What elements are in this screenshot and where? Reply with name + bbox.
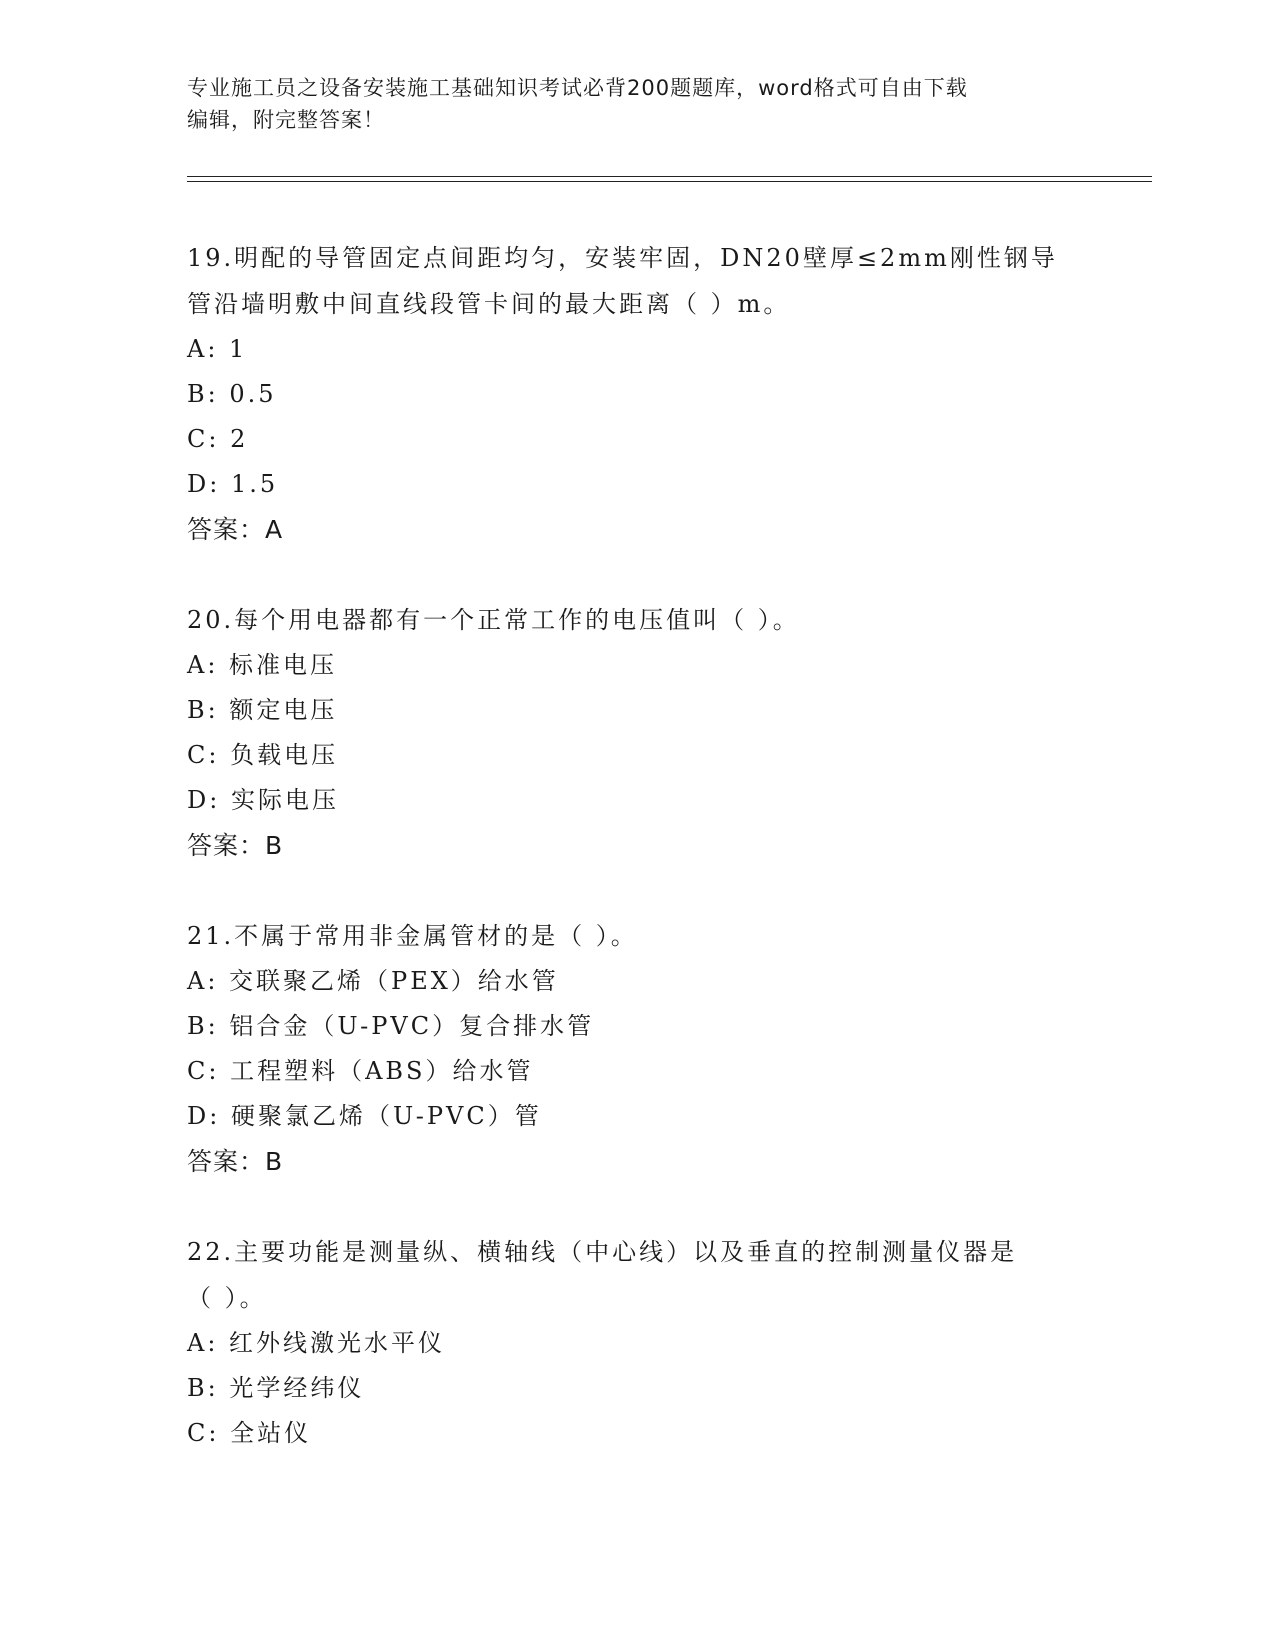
document-header: [187, 72, 1087, 136]
question-list: [187, 235, 1087, 1456]
spacer: [187, 1185, 1087, 1229]
answer-label: 答案：B: [187, 831, 284, 860]
spacer: [187, 553, 1087, 597]
option-a: A: 交联聚乙烯（PEX）给水管: [187, 967, 559, 995]
answer-label: 答案：A: [187, 515, 284, 544]
question-19: [187, 235, 1087, 553]
question-stem: 21.不属于常用非金属管材的是（ ）。: [187, 922, 638, 950]
question-20: [187, 597, 1087, 869]
header-line-1: 专业施工员之设备安装施工基础知识考试必背200题题库，word格式可自由下载: [187, 76, 968, 100]
option-b: B: 额定电压: [187, 696, 338, 724]
question-21: [187, 913, 1087, 1185]
option-b: B: 光学经纬仪: [187, 1374, 365, 1402]
question-22: [187, 1229, 1087, 1456]
header-divider-top: [187, 176, 1152, 177]
option-d: D: 硬聚氯乙烯（U-PVC）管: [187, 1102, 542, 1130]
header-line-2: 编辑，附完整答案！: [187, 108, 385, 132]
question-stem: 22.主要功能是测量纵、横轴线（中心线）以及垂直的控制测量仪器是: [187, 1238, 1018, 1266]
option-a: A: 标准电压: [187, 651, 338, 679]
option-c: C: 全站仪: [187, 1419, 312, 1447]
header-divider-bottom: [187, 181, 1152, 182]
option-c: C: 工程塑料（ABS）给水管: [187, 1057, 534, 1085]
question-stem: 19.明配的导管固定点间距均匀，安装牢固，DN20壁厚≤2mm刚性钢导: [187, 244, 1058, 272]
option-d: D: 1.5: [187, 470, 279, 498]
question-stem-continued: 管沿墙明敷中间直线段管卡间的最大距离（ ）m。: [187, 290, 791, 318]
question-stem: 20.每个用电器都有一个正常工作的电压值叫（ ）。: [187, 606, 800, 634]
option-b: B: 铝合金（U-PVC）复合排水管: [187, 1012, 595, 1040]
question-stem-continued: （ ）。: [187, 1284, 267, 1312]
option-b: B: 0.5: [187, 380, 277, 408]
option-a: A: 红外线激光水平仪: [187, 1329, 446, 1357]
option-a: A: 1: [187, 335, 248, 363]
spacer: [187, 869, 1087, 913]
option-c: C: 负载电压: [187, 741, 339, 769]
option-d: D: 实际电压: [187, 786, 339, 814]
answer-label: 答案：B: [187, 1147, 284, 1176]
option-c: C: 2: [187, 425, 249, 453]
